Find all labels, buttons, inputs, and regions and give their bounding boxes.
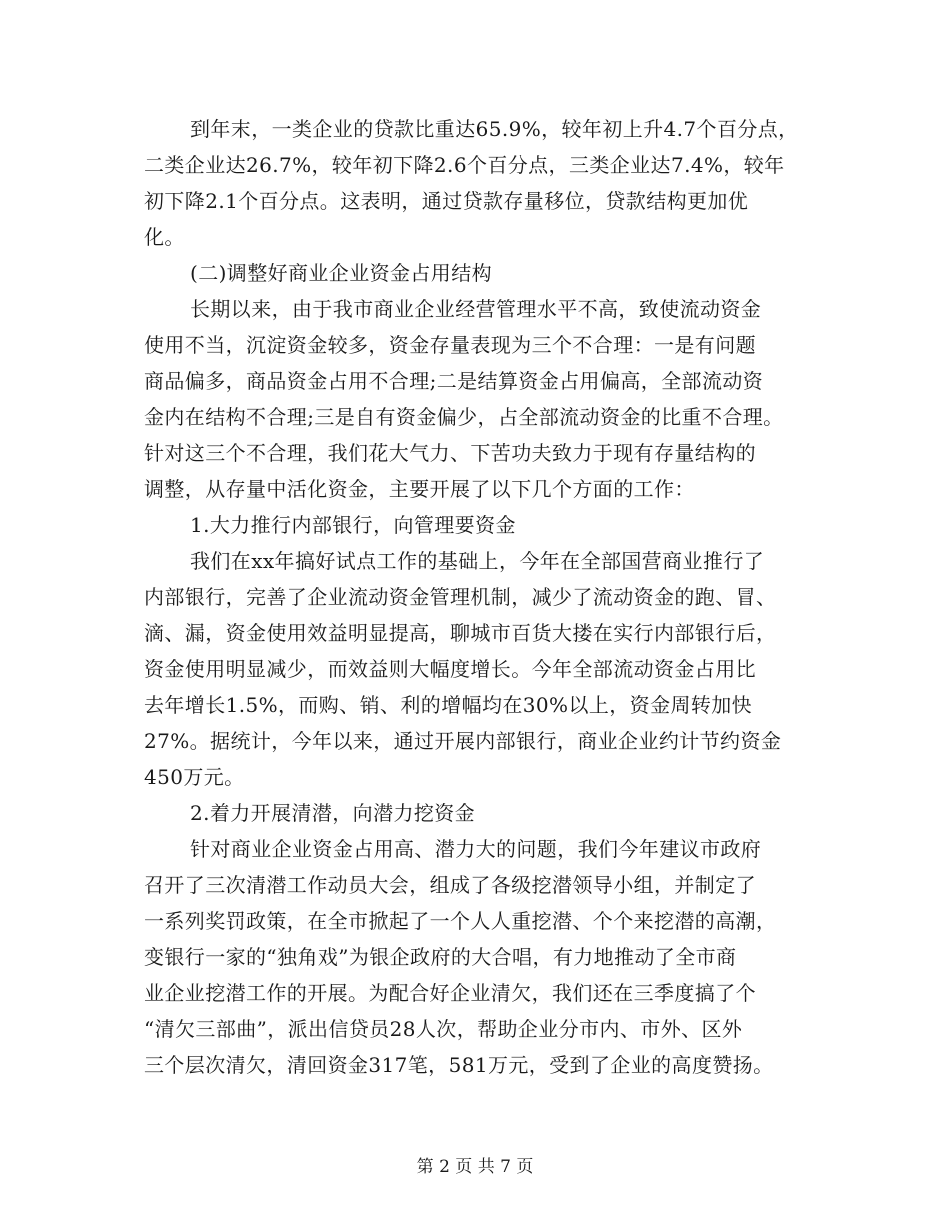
paragraph-line: 450万元。 — [144, 765, 245, 789]
paragraph-line: 一系列奖罚政策，在全市掀起了一个人人重挖潜、个个来挖潜的高潮， — [144, 909, 777, 933]
paragraph-line: 调整，从存量中活化资金，主要开展了以下几个方面的工作： — [144, 477, 695, 501]
subsection-heading: 2.着力开展清潜，向潜力挖资金 — [190, 801, 476, 825]
paragraph-line: 初下降2.1个百分点。这表明，通过贷款存量移位，贷款结构更加优 — [144, 189, 749, 213]
paragraph-line: 使用不当，沉淀资金较多，资金存量表现为三个不合理：一是有问题 — [144, 333, 756, 357]
paragraph-line: 针对这三个不合理，我们花大气力、下苦功夫致力于现有存量结构的 — [144, 441, 756, 465]
paragraph-line: 业企业挖潜工作的开展。为配合好企业清欠，我们还在三季度搞了个 — [144, 981, 756, 1005]
paragraph-line: 金内在结构不合理;三是自有资金偏少，占全部流动资金的比重不合理。 — [144, 405, 784, 429]
section-heading: (二)调整好商业企业资金占用结构 — [190, 261, 493, 285]
paragraph-line: 到年末，一类企业的贷款比重达65.9%，较年初上升4.7个百分点， — [190, 117, 799, 141]
subsection-heading: 1.大力推行内部银行，向管理要资金 — [190, 513, 516, 537]
paragraph-line: 27%。据统计，今年以来，通过开展内部银行，商业企业约计节约资金 — [144, 729, 782, 753]
paragraph-line: 资金使用明显减少，而效益则大幅度增长。今年全部流动资金占用比 — [144, 657, 756, 681]
paragraph-line: 长期以来，由于我市商业企业经营管理水平不高，致使流动资金 — [190, 297, 762, 321]
paragraph-line: 我们在xx年搞好试点工作的基础上，今年在全部国营商业推行了 — [190, 549, 765, 573]
paragraph-line: 滴、漏，资金使用效益明显提高，聊城市百货大搂在实行内部银行后， — [144, 621, 777, 645]
paragraph-line: 内部银行，完善了企业流动资金管理机制，减少了流动资金的跑、冒、 — [144, 585, 777, 609]
paragraph-line: 三个层次清欠，清回资金317笔，581万元，受到了企业的高度赞扬。 — [144, 1053, 774, 1077]
paragraph-line: 针对商业企业资金占用高、潜力大的问题，我们今年建议市政府 — [190, 837, 762, 861]
paragraph-line: 召开了三次清潜工作动员大会，组成了各级挖潜领导小组，并制定了 — [144, 873, 756, 897]
paragraph-line: “清欠三部曲”，派出信贷员28人次，帮助企业分市内、市外、区外 — [144, 1017, 743, 1041]
paragraph-line: 变银行一家的“独角戏”为银企政府的大合唱，有力地推动了全市商 — [144, 945, 737, 969]
page-footer: 第 2 页 共 7 页 — [416, 1157, 534, 1177]
paragraph-line: 去年增长1.5%，而购、销、利的增幅均在30%以上，资金周转加快 — [144, 693, 753, 717]
paragraph-line: 化。 — [144, 225, 185, 249]
paragraph-line: 二类企业达26.7%，较年初下降2.6个百分点，三类企业达7.4%，较年 — [144, 153, 785, 177]
paragraph-line: 商品偏多，商品资金占用不合理;二是结算资金占用偏高，全部流动资 — [144, 369, 764, 393]
